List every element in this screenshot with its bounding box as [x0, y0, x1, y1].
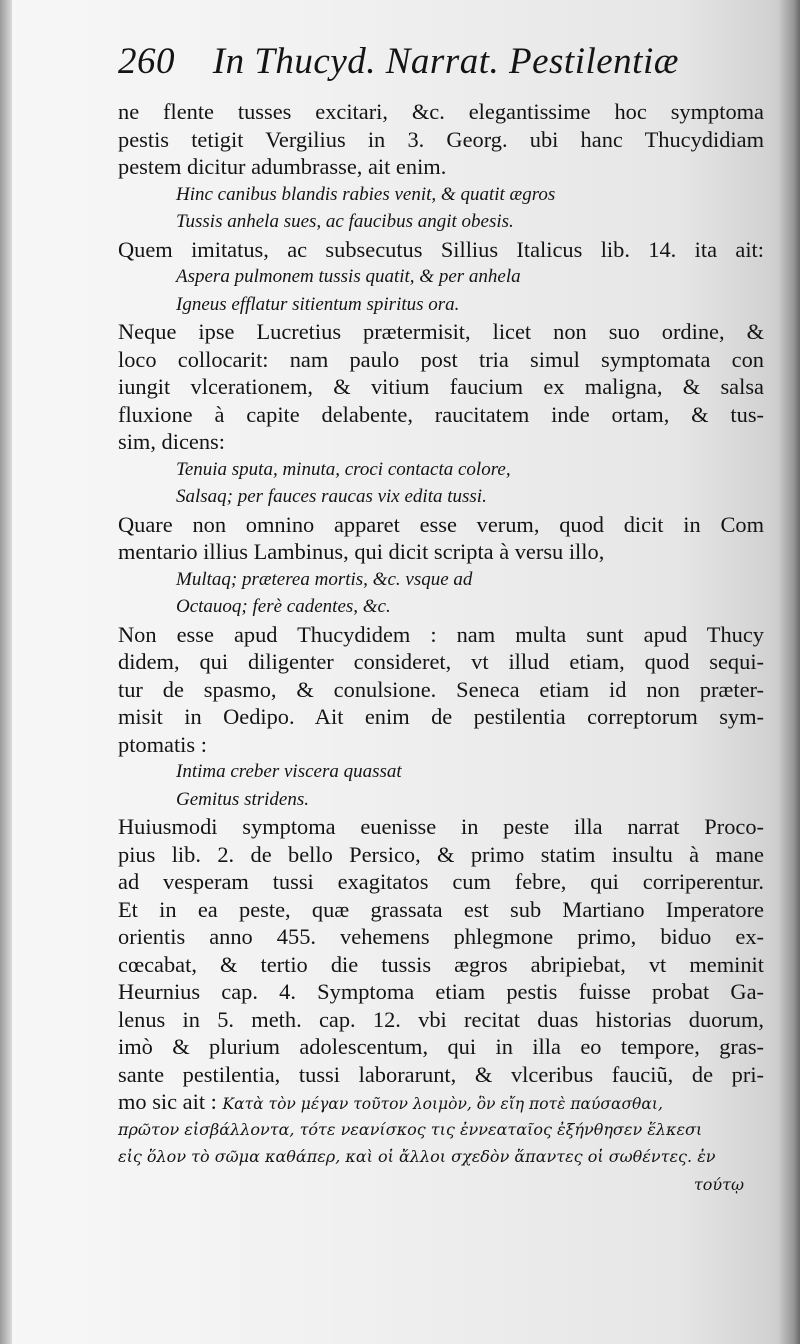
text-line: misit in Oedipo. Ait enim de pestilentia correptorum sym- [118, 704, 764, 729]
greek-quotation-line: εἰς ὅλον τὸ σῶμα καθάπερ, καὶ οἱ ἄλλοι σχεδὸν ἅπαντες οἱ σωθέντες. ἐν [118, 1147, 716, 1166]
text-line: Quem imitatus, ac subsecutus Sillius Italicus lib. 14. ita ait: [118, 236, 764, 262]
greek-quotation: Κατὰ τὸν μέγαν τοῦτον λοιμὸν, ὃν εἴη ποτὲ παύσασθαι, [222, 1095, 663, 1113]
text-line: sim, dicens: [118, 429, 225, 454]
text-line [118, 1088, 764, 1116]
text-line: pius lib. 2. de bello Persico, & primo statim insultu à mane [118, 841, 764, 867]
text-line: sante pestilentia, tussi laborarunt, & vlceribus fauciũ, de pri- [118, 1061, 764, 1087]
text-line: iungit vlcerationem, & vitium faucium ex maligna, & salsa [118, 374, 764, 399]
running-header [118, 40, 758, 90]
verse-line: Salsaq; per fauces raucas vix edita tussi. [176, 486, 487, 507]
text-line: mentario illius Lambinus, qui dicit scripta à versu illo, [118, 539, 605, 564]
text-line: Et in ea peste, quæ grassata est sub Martiano Imperatore [118, 896, 764, 922]
text-line: Quare non omnino apparet esse verum, quod dicit in Com [118, 511, 764, 537]
text-line: pestis tetigit Vergilius in 3. Georg. ubi hanc Thucydidiam [118, 126, 764, 152]
verse-line: Multaq; præterea mortis, &c. vsque ad [176, 568, 473, 590]
verse-line: Igneus efflatur sitientum spiritus ora. [176, 293, 460, 315]
catchword: τούτῳ [693, 1174, 744, 1194]
verse-line: Tenuia sputa, minuta, croci contacta colore, [176, 458, 511, 480]
verse-line: Aspera pulmonem tussis quatit, & per anhela [176, 266, 521, 287]
page-gutter-shadow [0, 0, 12, 1344]
text-line: Non esse apud Thucydidem : nam multa sunt apud Thucy [118, 621, 764, 647]
text-line: orientis anno 455. vehemens phlegmone primo, biduo ex- [118, 924, 764, 949]
text-line: Heurnius cap. 4. Symptoma etiam pestis fuisse probat Ga- [118, 979, 764, 1004]
text-line: lenus in 5. meth. cap. 12. vbi recitat duas historias duorum, [118, 1006, 764, 1032]
verse-line: Intima creber viscera quassat [176, 761, 402, 782]
text-line: loco collocarit: nam paulo post tria simul symptomata con [118, 346, 764, 372]
text-line: tur de spasmo, & conulsione. Seneca etiam id non præter- [118, 676, 764, 702]
text-line: fluxione à capite delabente, raucitatem inde ortam, & tus- [118, 401, 764, 427]
text-line: Neque ipse Lucretius prætermisit, licet non suo ordine, & [118, 319, 764, 344]
text-line: ad vesperam tussi exagitatos cum febre, qui corriperentur. [118, 869, 764, 894]
page-edge-shadow [778, 0, 800, 1344]
verse-line: Octauoq; ferè cadentes, &c. [176, 596, 391, 617]
text-line: ptomatis : [118, 731, 207, 757]
page-number: 260 [118, 41, 175, 82]
running-title: In Thucyd. Narrat. Pestilentiæ [212, 41, 679, 82]
text-line: pestem dicitur adumbrasse, ait enim. [118, 154, 447, 179]
verse-line: Tussis anhela sues, ac faucibus angit obesis. [176, 211, 514, 232]
text-line: imò & plurium adolescentum, qui in illa eo tempore, gras- [118, 1034, 764, 1059]
text-line: Huiusmodi symptoma euenisse in peste illa narrat Proco- [118, 814, 764, 839]
verse-line: Gemitus stridens. [176, 788, 309, 810]
text-line: ne flente tusses excitari, &c. elegantissime hoc symptoma [118, 99, 764, 124]
verse-line: Hinc canibus blandis rabies venit, & quatit ægros [176, 183, 556, 205]
greek-quotation-line: πρῶτον εἰσβάλλοντα, τότε νεανίσκος τις ἐννεαταῖος ἐξήνθησεν ἕλκεσι [118, 1119, 703, 1139]
page-body-text [118, 98, 764, 1198]
latin-text: mo sic ait : [118, 1089, 223, 1114]
text-line: didem, qui diligenter consideret, vt illud etiam, quod sequi- [118, 649, 764, 674]
text-line: cœcabat, & tertio die tussis ægros abripiebat, vt meminit [118, 951, 764, 977]
